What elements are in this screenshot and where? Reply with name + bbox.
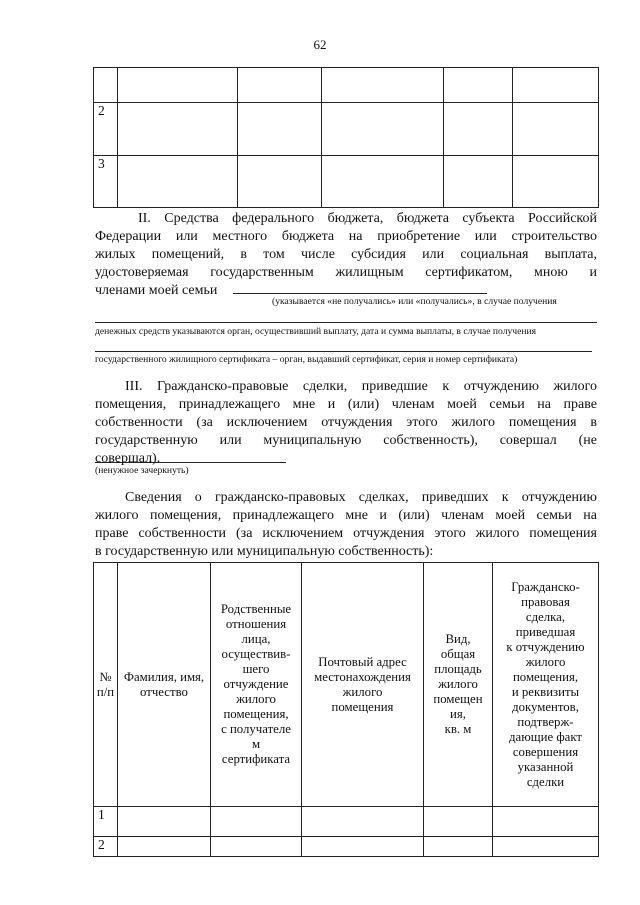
hint-text: (указывается «не получались» или «получались», в случае получения xyxy=(272,296,557,307)
section-2-line: Федерации или местного бюджета на приобретение или строительство xyxy=(95,229,597,244)
row-number-cell: 3 xyxy=(94,156,118,208)
fill-line xyxy=(95,351,592,352)
section-2-paragraph xyxy=(95,210,597,300)
info-line: праве собственности (за исключением отчуждения этого жилого помещения xyxy=(95,526,597,541)
section-2-line: жилых помещений, в том числе субсидия или социальная выплата, xyxy=(95,247,597,262)
top-table xyxy=(93,67,599,208)
section-3-line: совершал). xyxy=(95,451,161,466)
row-number-cell: 2 xyxy=(94,103,118,156)
row-number-cell: 1 xyxy=(94,807,118,837)
table-row xyxy=(94,68,599,103)
section-2-line: членами моей семьи xyxy=(95,283,218,298)
section-3-paragraph xyxy=(95,378,597,468)
table-row xyxy=(94,837,599,857)
header-number: № п/п xyxy=(94,563,118,807)
hint-text: государственного жилищного сертификата – орган, выдавший сертификат, серия и номер сертификата) xyxy=(95,354,518,365)
page-number: 62 xyxy=(313,37,327,52)
fill-line xyxy=(233,293,487,294)
hint-text: денежных средств указываются орган, осуществивший выплату, дата и сумма выплаты, в случае получения xyxy=(95,326,537,337)
row-number-cell xyxy=(94,68,118,103)
info-line: Сведения о гражданско-правовых сделках, приведших к отчуждению xyxy=(125,490,597,505)
section-2-line: II. Средства федерального бюджета, бюджета субъекта Российской xyxy=(138,211,597,226)
header-type-area: Вид, общая площадь жилого помещен ия, кв. м xyxy=(424,563,493,807)
header-deal: Гражданско- правовая сделка, приведшая к отчуждению жилого помещения, и реквизиты документов, подтверж- дающие факт совершения указанной сделки xyxy=(493,563,599,807)
section-3-line: III. Гражданско-правовые сделки, приведшие к отчуждению жилого xyxy=(125,379,597,394)
table-header-row xyxy=(94,563,599,807)
header-address: Почтовый адрес местонахождения жилого помещения xyxy=(302,563,424,807)
table-row xyxy=(94,156,599,208)
table-row xyxy=(94,103,599,156)
row-number-cell: 2 xyxy=(94,837,118,857)
info-line: в государственную или муниципальную собственность): xyxy=(95,544,434,559)
fill-line xyxy=(95,462,286,463)
deals-table xyxy=(93,562,599,857)
section-3-line: государственную или муниципальную собственность), совершал (не xyxy=(95,433,597,448)
info-paragraph xyxy=(95,489,597,561)
table-row xyxy=(94,807,599,837)
section-3-line: помещения, принадлежащего мне и (или) членам моей семьи на праве xyxy=(95,397,597,412)
section-2-line: удостоверяемая государственным жилищным сертификатом, мною и xyxy=(95,265,597,280)
info-line: жилого помещения, принадлежащего мне и (или) членам моей семьи на xyxy=(95,508,597,523)
hint-text: (ненужное зачеркнуть) xyxy=(95,465,189,476)
section-3-line: собственности (за исключением отчуждения этого жилого помещения в xyxy=(95,415,597,430)
header-relation: Родственные отношения лица, осуществив- шего отчуждение жилого помещения, с получателе м сертификата xyxy=(211,563,302,807)
fill-line xyxy=(95,322,597,323)
header-full-name: Фамилия, имя, отчество xyxy=(118,563,211,807)
